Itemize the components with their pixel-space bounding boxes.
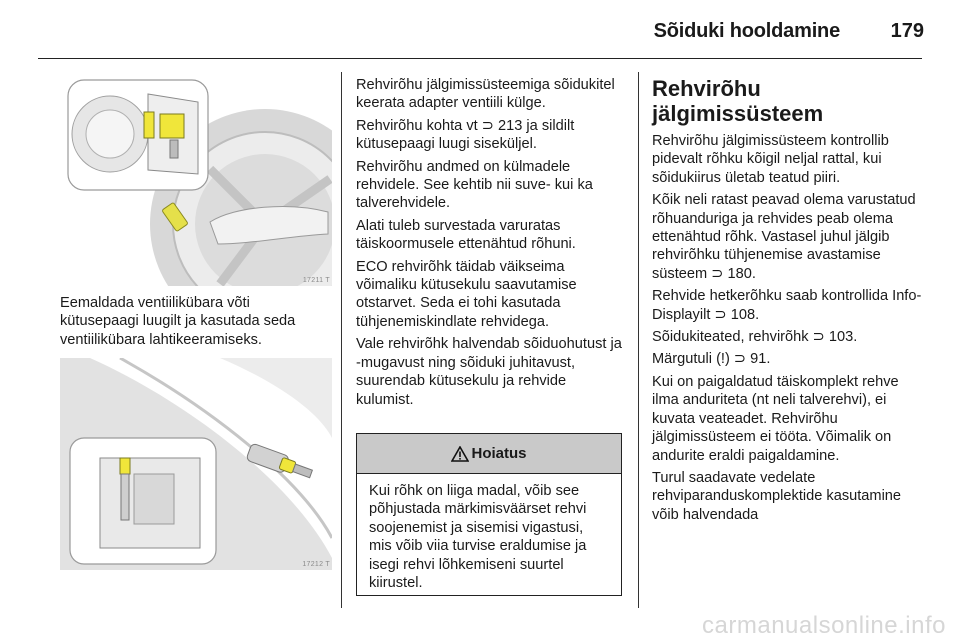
paragraph: Kui on paigaldatud täiskomplekt rehve ilma anduriteta (nt neli talverehvi), ei kuvata veateadet. Rehvirõhu jälgimissüsteem ei tööta. Võimalik on andurite eraldi paigaldamine.	[652, 373, 899, 464]
paragraph: Turul saadavate vedelate rehviparanduskomplektide kasutamine võib halvendada	[652, 469, 902, 523]
column-divider-1	[341, 72, 342, 608]
paragraph: Rehvide hetkerõhku saab kontrollida Info-Displayilt ⊃ 108.	[652, 288, 922, 323]
paragraph: Vale rehvirõhk halvendab sõiduohutust ja -mugavust ning sõiduki juhitavust, suurendab kütusekulu ja rehvide kulumist.	[356, 336, 622, 408]
paragraph: Rehvirõhu kohta vt ⊃ 213 ja sildilt kütusepaagi luugi siseküljel.	[356, 117, 575, 153]
running-header-title: Sõiduki hooldamine	[653, 20, 840, 42]
warning-header	[357, 434, 621, 474]
figure-caption: Eemaldada ventiilikübara võti kütusepaagi luugilt ja kasutada seda ventiilikübara lahtikeeramiseks.	[60, 295, 296, 348]
header-rule	[38, 58, 922, 59]
paragraph: Märgutuli (!) ⊃ 91.	[652, 351, 771, 368]
page-number: 179	[890, 20, 924, 42]
figure-fuel-door-key	[60, 74, 332, 286]
paragraph: ECO rehvirõhk täidab väikseima võimaliku kütusekulu saavutamise otstarvet. Seda ei tohi kasutada tühjenemiskindlate rehvidega.	[356, 258, 577, 330]
paragraph: Alati tuleb survestada varuratas täiskoormusele ettenähtud rõhuni.	[356, 217, 576, 253]
paragraph: Rehvirõhu jälgimissüsteemiga sõidukitel keerata adapter ventiili külge.	[356, 77, 615, 112]
figure-label: 17212 T	[302, 561, 330, 568]
figure-fuel-door-key-illustration	[60, 74, 332, 286]
warning-triangle-icon	[451, 446, 469, 462]
paragraph: Rehvirõhu andmed on külmadele rehvidele. See kehtib nii suve- kui ka talverehvidele.	[356, 158, 593, 212]
paragraph: Sõidukiteated, rehvirõhk ⊃ 103.	[652, 329, 858, 346]
watermark: carmanualsonline.info	[702, 612, 946, 639]
figure-label: 17211 T	[302, 277, 330, 284]
figure-adapter-valve	[60, 358, 332, 570]
paragraph: Kõik neli ratast peavad olema varustatud rõhuanduriga ja rehvides peab olema ettenähtud rõhk. Vastasel juhul jälgib rehvirõhku tühjenemise avastamise süsteem ⊃ 180.	[652, 192, 916, 282]
warning-box	[356, 433, 622, 596]
section-title: Rehvirõhu jälgimissüsteem	[652, 76, 824, 126]
column-divider-2	[638, 72, 639, 608]
column-3-text	[652, 76, 924, 528]
figure-adapter-valve-illustration	[60, 358, 332, 570]
paragraph: Rehvirõhu jälgimissüsteem kontrollib pidevalt rõhku kõigil neljal rattal, kui sõidukiirus ületab teatud piiri.	[652, 133, 889, 186]
column-2-text	[356, 76, 626, 413]
warning-text: Kui rõhk on liiga madal, võib see põhjustada märkimisväärset rehvi soojenemist ja sisemisi vigastusi, mis võib viia turvise eraldumise ja isegi rehvi lõhkemiseni suurtel kiirustel.	[369, 483, 587, 592]
warning-title: Hoiatus	[471, 445, 527, 462]
